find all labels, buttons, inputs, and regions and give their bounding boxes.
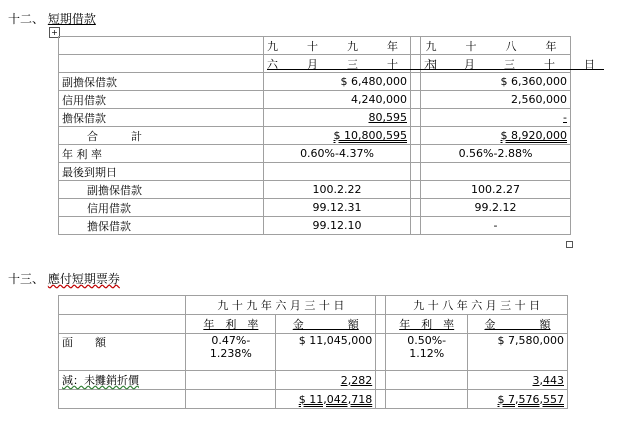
amount-cell: 2,282 — [276, 371, 376, 390]
table-header-row — [59, 55, 571, 73]
col-header-fy98-year: 九 十 八 年 — [421, 37, 571, 55]
rate-cell: 0.56%-2.88% — [421, 145, 571, 163]
table-row — [59, 217, 571, 235]
total-cell: $ 11,042,718 — [276, 390, 376, 409]
section-13-title: 應付短期票券 — [47, 272, 120, 286]
row-label: 合 計 — [59, 127, 264, 145]
total-cell: $ 8,920,000 — [421, 127, 571, 145]
row-label: 擔保借款 — [59, 217, 264, 235]
value-cell: $ 6,360,000 — [421, 73, 571, 91]
rate-header: 年 利 率 — [186, 315, 276, 334]
rate-line: 0.47%- — [211, 334, 251, 347]
value-cell: 2,560,000 — [421, 91, 571, 109]
short-term-loans-table — [58, 36, 604, 235]
row-label: 信用借款 — [59, 199, 264, 217]
table-row — [59, 371, 568, 390]
rate-cell: 0.60%-4.37% — [264, 145, 411, 163]
amount-cell: $ 11,045,000 — [276, 334, 376, 371]
table-move-handle-icon[interactable]: + — [49, 27, 60, 38]
value-cell: $ 6,480,000 — [264, 73, 411, 91]
section-12-heading — [8, 10, 96, 27]
amount-header: 金 額 — [467, 315, 567, 334]
short-term-notes-table — [58, 295, 568, 409]
rate-cell — [186, 334, 276, 371]
section-12-title: 短期借款 — [47, 12, 96, 26]
col-header-fy98-date: 六 月 三 十 日 — [421, 55, 571, 73]
row-label — [59, 390, 186, 409]
col-header-fy99-date: 六 月 三 十 日 — [264, 55, 411, 73]
amount-cell: 3,443 — [467, 371, 567, 390]
table-row — [59, 199, 571, 217]
rate-line: 0.50%- — [407, 334, 447, 347]
table-row-total — [59, 127, 571, 145]
rate-line: 1.238% — [209, 347, 252, 360]
table-row — [59, 91, 571, 109]
period-header-fy98: 九 十 八 年 六 月 三 十 日 — [386, 296, 568, 315]
rate-header: 年 利 率 — [386, 315, 468, 334]
row-label: 年 利 率 — [59, 145, 264, 163]
table-row — [59, 181, 571, 199]
row-label: 最後到期日 — [59, 163, 264, 181]
section-12-number: 十二、 — [8, 12, 45, 26]
value-cell — [264, 163, 411, 181]
date-cell: 100.2.27 — [421, 181, 571, 199]
row-label: 副擔保借款 — [59, 73, 264, 91]
amount-header: 金 額 — [276, 315, 376, 334]
table-row — [59, 163, 571, 181]
table-row — [59, 109, 571, 127]
amount-cell: $ 7,580,000 — [467, 334, 567, 371]
table-header-row — [59, 37, 571, 55]
value-cell: - — [421, 109, 571, 127]
table-resize-handle-icon[interactable] — [566, 241, 573, 248]
table-row — [59, 73, 571, 91]
table-row-total — [59, 390, 568, 409]
total-cell: $ 10,800,595 — [264, 127, 411, 145]
date-cell: 99.12.10 — [264, 217, 411, 235]
section-13-number: 十三、 — [8, 272, 45, 286]
table-header-row — [59, 296, 568, 315]
table-header-row — [59, 315, 568, 334]
date-cell: 99.12.31 — [264, 199, 411, 217]
row-label: 信用借款 — [59, 91, 264, 109]
row-label: 擔保借款 — [59, 109, 264, 127]
row-label: 減：未攤銷折價 — [59, 371, 186, 390]
col-header-fy99-year: 九 十 九 年 — [264, 37, 411, 55]
table-row — [59, 334, 568, 371]
rate-line: 1.12% — [409, 347, 445, 360]
row-label: 副擔保借款 — [59, 181, 264, 199]
date-cell: - — [421, 217, 571, 235]
value-cell: 80,595 — [264, 109, 411, 127]
table-row — [59, 145, 571, 163]
rate-cell — [386, 334, 468, 371]
date-cell: 99.2.12 — [421, 199, 571, 217]
value-cell: 4,240,000 — [264, 91, 411, 109]
date-cell: 100.2.22 — [264, 181, 411, 199]
section-13-heading — [8, 270, 120, 287]
total-cell: $ 7,576,557 — [467, 390, 567, 409]
value-cell — [421, 163, 571, 181]
period-header-fy99: 九 十 九 年 六 月 三 十 日 — [186, 296, 376, 315]
row-label: 面 額 — [59, 334, 186, 371]
